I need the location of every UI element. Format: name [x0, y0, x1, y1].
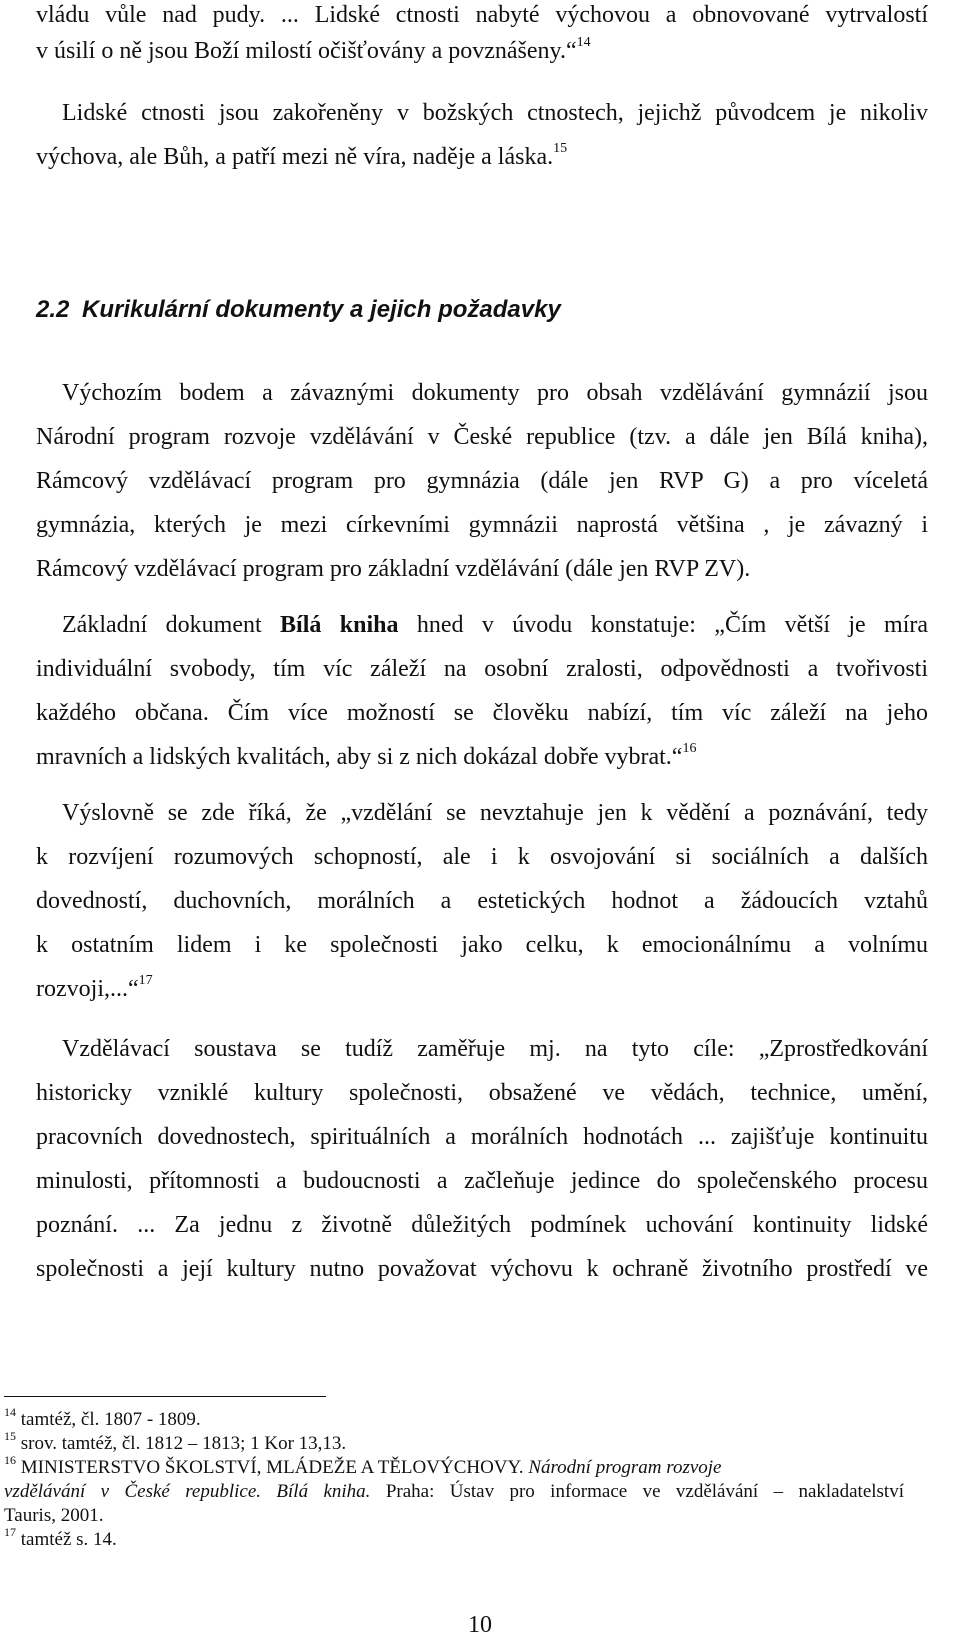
body-text: v úsilí o ně jsou Boží milostí očišťovány a povznášeny.: [36, 38, 566, 64]
body-line: individuální svobody, tím víc záleží na osobní zralosti, odpovědnosti a tvořivosti: [36, 656, 928, 682]
closing-quote: “: [127, 976, 139, 1002]
body-line: pracovních dovednostech, spirituálních a morálních hodnotách ... zajišťuje kontinuitu: [36, 1124, 928, 1150]
body-line: každého občana. Čím více možností se člověku nabízí, tím víc záleží na jeho: [36, 700, 928, 726]
footnote-text: tamtéž s. 14.: [20, 1529, 117, 1550]
footnote-ref-15: 15: [553, 141, 568, 156]
body-line: Národní program rozvoje vzdělávání v České republice (tzv. a dále jen Bílá kniha),: [36, 424, 928, 450]
body-line: Lidské ctnosti jsou zakořeněny v božských ctnostech, jejichž původcem je nikoliv: [62, 100, 928, 126]
footnote-title: vzdělávání v České republice. Bílá kniha.: [4, 1481, 371, 1502]
body-line: [62, 610, 928, 640]
section-heading: [36, 296, 561, 324]
body-text: mravních a lidských kvalitách, aby si z nich dokázal dobře vybrat.: [36, 744, 672, 770]
footnote-text: srov. tamtéž, čl. 1812 – 1813; 1 Kor 13,13.: [20, 1433, 347, 1454]
body-line: Výchozím bodem a závaznými dokumenty pro obsah vzdělávání gymnázií jsou: [62, 380, 928, 406]
footnote-16: [4, 1453, 924, 1480]
body-line: k ostatním lidem i ke společnosti jako celku, k emocionálnímu a volnímu: [36, 932, 928, 958]
footnote-text: Praha: Ústav pro informace ve vzdělávání – nakladatelství: [385, 1481, 904, 1502]
bold-title: Bílá kniha: [280, 612, 399, 638]
footnote-16-end: Tauris, 2001.: [4, 1505, 104, 1526]
body-line: poznání. ... Za jednu z životně důležitých podmínek uchování kontinuity lidské: [36, 1212, 928, 1238]
footnote-separator: [4, 1396, 326, 1397]
body-line: historicky vzniklé kultury společnosti, obsažené ve vědách, technice, umění,: [36, 1080, 928, 1106]
body-text: rozvoji,...: [36, 976, 128, 1002]
footnote-text: tamtéž, čl. 1807 - 1809.: [20, 1409, 201, 1430]
closing-quote: “: [671, 744, 683, 770]
body-line: [36, 974, 928, 1004]
footnote-17: [4, 1525, 924, 1552]
footnote-number: 14: [4, 1405, 16, 1419]
footnote-text: MINISTERSTVO ŠKOLSTVÍ, MLÁDEŽE A TĚLOVÝCHOVY.: [20, 1457, 524, 1478]
page-number: 10: [468, 1612, 492, 1638]
footnote-ref-14: 14: [576, 35, 591, 50]
body-line: k rozvíjení rozumových schopností, ale i k osvojování si sociálních a dalších: [36, 844, 928, 870]
body-line: Rámcový vzdělávací program pro gymnázia (dále jen RVP G) a pro víceletá: [36, 468, 928, 494]
section-number: 2.2: [36, 296, 70, 323]
body-line: dovedností, duchovních, morálních a estetických hodnot a žádoucích vztahů: [36, 888, 928, 914]
body-line: vládu vůle nad pudy. ... Lidské ctnosti nabyté výchovou a obnovované vytrvalostí: [36, 2, 928, 28]
footnote-ref-16: 16: [682, 741, 697, 756]
body-line: gymnázia, kterých je mezi církevními gymnázii naprostá většina , je závazný i: [36, 512, 928, 538]
body-text: hned v úvodu konstatuje: „Čím větší je míra: [416, 612, 929, 638]
footnote-number: 16: [4, 1453, 16, 1467]
body-line: [36, 142, 928, 172]
body-line: Vzdělávací soustava se tudíž zaměřuje mj. na tyto cíle: „Zprostředkování: [62, 1036, 928, 1062]
body-line: [36, 742, 928, 772]
footnote-16-cont: [4, 1480, 904, 1504]
footnote-number: 17: [4, 1525, 16, 1539]
body-line: společnosti a její kultury nutno považovat výchovu k ochraně životního prostředí ve: [36, 1256, 928, 1282]
footnote-number: 15: [4, 1429, 16, 1443]
closing-quote: “: [565, 38, 577, 64]
footnote-14: [4, 1405, 924, 1432]
body-line: Výslovně se zde říká, že „vzdělání se nevztahuje jen k vědění a poznávání, tedy: [62, 800, 928, 826]
body-text: Základní dokument: [62, 612, 262, 638]
body-text: výchova, ale Bůh, a patří mezi ně víra, naděje a láska.: [36, 144, 554, 170]
body-line: Rámcový vzdělávací program pro základní vzdělávání (dále jen RVP ZV).: [36, 556, 751, 582]
body-line: [36, 36, 928, 66]
footnote-15: [4, 1429, 924, 1456]
footnote-title: Národní program rozvoje: [528, 1457, 722, 1478]
footnote-ref-17: 17: [138, 973, 153, 988]
section-title: Kurikulární dokumenty a jejich požadavky: [82, 296, 561, 323]
body-line: minulosti, přítomnosti a budoucnosti a začleňuje jedince do společenského procesu: [36, 1168, 928, 1194]
